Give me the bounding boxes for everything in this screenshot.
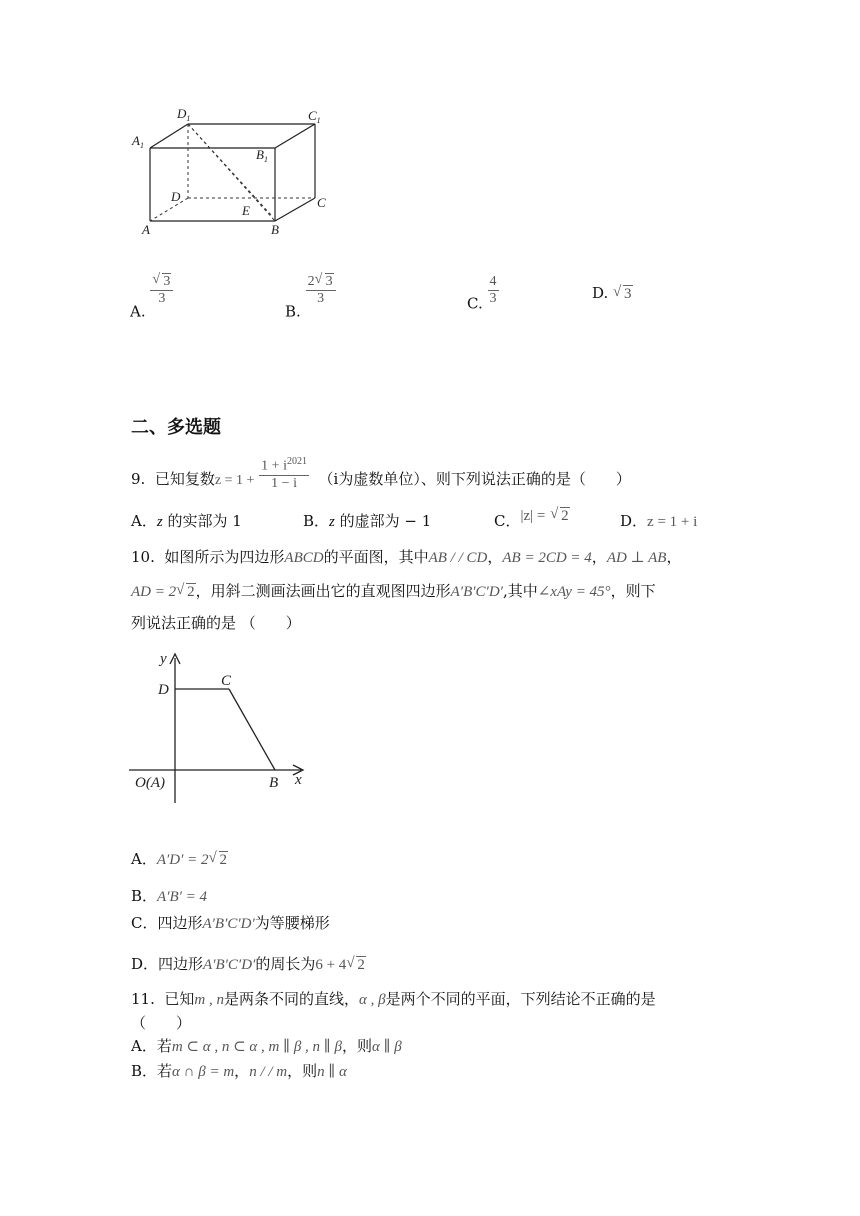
cuboid-figure	[125, 100, 355, 245]
q10-stem-line3: 列说法正确的是 （ ）	[131, 614, 301, 632]
q11-option-a: A．若m ⊂ α , n ⊂ α , m ∥ β , n ∥ β，则α ∥ β	[131, 1037, 402, 1055]
label-b1: $B_1$	[256, 147, 268, 164]
fig2-label-b: B	[269, 775, 279, 791]
q9-option-d: D．z = 1 + i	[620, 512, 698, 530]
label-c1: $C_1$	[308, 108, 321, 125]
label-c: C	[317, 195, 326, 210]
q9-option-a: A．z 的实部为 1	[131, 512, 242, 530]
q10-option-c: C．四边形A′B′C′D′为等腰梯形	[131, 914, 330, 932]
q10-option-a: A．A′D′ = 2 √ 2	[131, 850, 228, 868]
label-d1: $D_1$	[177, 106, 191, 123]
label-a: A	[142, 222, 150, 237]
fig2-label-o: O(A)	[135, 775, 165, 791]
label-e: E	[242, 203, 250, 218]
q11-option-b: B．若α ∩ β = m，n / / m，则n ∥ α	[131, 1062, 347, 1080]
q9-option-b: B．z 的虚部为 − 1	[303, 512, 432, 530]
q8-option-a: A. √ 3 3	[130, 274, 173, 321]
fig2-label-c: C	[221, 673, 232, 689]
q11-stem-paren: （ ）	[131, 1014, 192, 1032]
label-b: B	[271, 222, 279, 237]
q8-option-c: C. $\frac{4}{3}$	[467, 274, 497, 313]
label-d: D	[171, 189, 181, 204]
q9-stem: 9. 已知复数z = 1 + $\frac{1 + i^{2021}}{1 - i}$ （i为虚数单位）、则下列说法正确的是（ ）	[131, 456, 631, 491]
q8-option-d: D. √ 3	[592, 284, 632, 302]
q9-option-c: C．|z| = √ 2	[494, 506, 569, 530]
fig2-label-d: D	[158, 682, 169, 698]
q11-stem: 11. 已知m , n是两条不同的直线，α , β是两个不同的平面，下列结论不正确的是	[131, 990, 656, 1008]
q10-option-b: B．A′B′ = 4	[131, 887, 208, 905]
trapezoid-figure	[125, 648, 325, 808]
fig2-label-x: x	[295, 772, 302, 788]
section-title: 二、多选题	[131, 417, 221, 438]
fig2-label-y: y	[160, 651, 167, 667]
q8-option-b: B. 2 √ 3 3	[285, 274, 336, 321]
q10-stem-line1: 10. 如图所示为四边形ABCD的平面图，其中AB / / CD，AB = 2CD = 4，AD ⊥ AB，	[131, 548, 682, 566]
q10-option-d: D．四边形A′B′C′D′的周长为6 + 4 √ 2	[131, 955, 365, 973]
q10-stem-line2: AD = 2 √ 2，用斜二测画法画出它的直观图四边形A′B′C′D′,其中∠xAy = 45°，则下	[131, 582, 656, 600]
label-a1: $A_1$	[132, 133, 144, 150]
